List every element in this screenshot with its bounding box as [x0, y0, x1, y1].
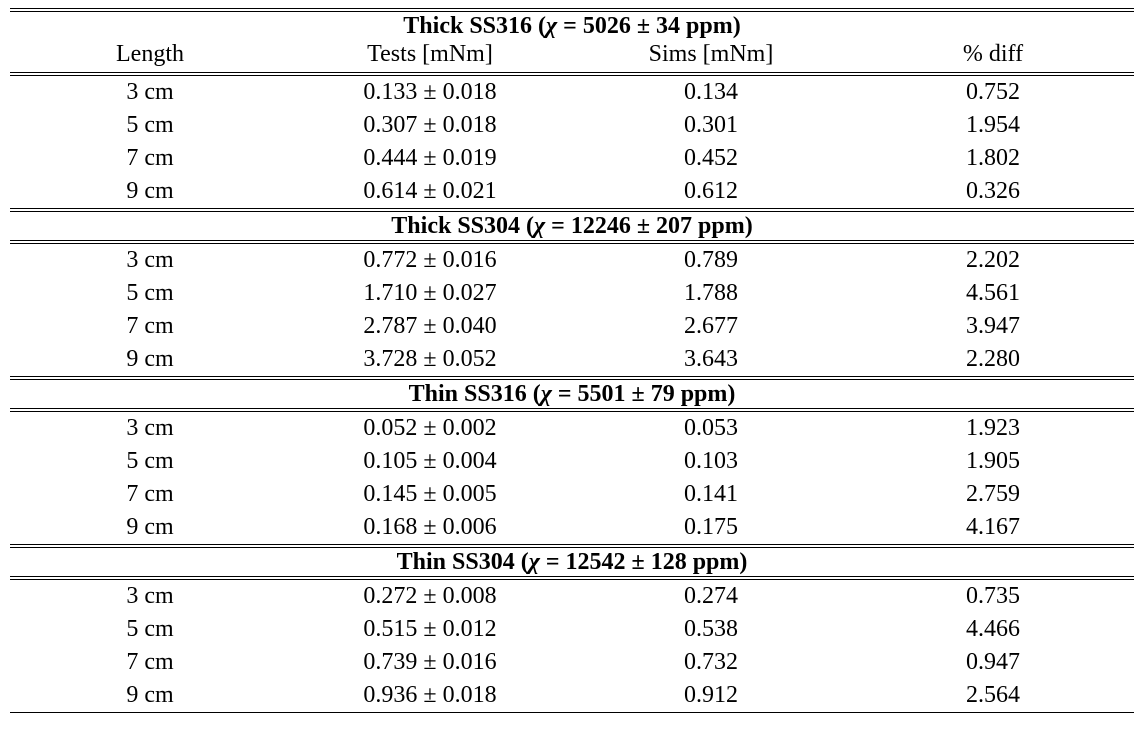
- results-table: [10, 8, 1134, 713]
- cell-diff: 1.802: [966, 145, 1020, 171]
- header-tests: Tests [mNm]: [367, 41, 493, 67]
- table-row: [10, 76, 1134, 109]
- table-row: [10, 646, 1134, 679]
- cell-length: 3 cm: [126, 79, 174, 105]
- cell-tests: 0.739 ± 0.016: [363, 649, 497, 675]
- cell-diff: 2.564: [966, 682, 1020, 708]
- cell-length: 9 cm: [126, 346, 174, 372]
- cell-diff: 2.759: [966, 481, 1020, 507]
- cell-length: 7 cm: [126, 649, 174, 675]
- table-row: [10, 478, 1134, 511]
- title-rule: [10, 576, 1134, 580]
- header-row: [10, 40, 1134, 72]
- cell-sims: 0.141: [684, 481, 738, 507]
- cell-diff: 1.954: [966, 112, 1020, 138]
- section-rule: [10, 544, 1134, 548]
- cell-length: 7 cm: [126, 145, 174, 171]
- cell-tests: 0.272 ± 0.008: [363, 583, 497, 609]
- cell-diff: 1.923: [966, 415, 1020, 441]
- cell-diff: 0.752: [966, 79, 1020, 105]
- cell-tests: 0.168 ± 0.006: [363, 514, 497, 540]
- section-title: Thin SS316 (χ = 5501 ± 79 ppm): [408, 381, 736, 407]
- cell-diff: 0.735: [966, 583, 1020, 609]
- table-row: [10, 445, 1134, 478]
- cell-tests: 0.105 ± 0.004: [363, 448, 497, 474]
- header-length: Length: [116, 41, 184, 67]
- section-thin-ss304: [10, 548, 1134, 712]
- table-row: [10, 679, 1134, 712]
- cell-sims: 0.175: [684, 514, 738, 540]
- top-rule: [10, 8, 1134, 12]
- section-title: Thick SS316 (χ = 5026 ± 34 ppm): [403, 13, 741, 39]
- title-rule: [10, 408, 1134, 412]
- cell-length: 7 cm: [126, 481, 174, 507]
- cell-sims: 1.788: [684, 280, 738, 306]
- cell-sims: 2.677: [684, 313, 738, 339]
- bottom-rule: [10, 712, 1134, 713]
- section-thick-ss316: [10, 12, 1134, 208]
- table-row: [10, 343, 1134, 376]
- table-row: [10, 580, 1134, 613]
- cell-diff: 3.947: [966, 313, 1020, 339]
- cell-sims: 0.538: [684, 616, 738, 642]
- table-row: [10, 277, 1134, 310]
- header-sims: Sims [mNm]: [648, 41, 774, 67]
- table-row: [10, 511, 1134, 544]
- cell-diff: 1.905: [966, 448, 1020, 474]
- cell-tests: 0.515 ± 0.012: [363, 616, 497, 642]
- cell-tests: 2.787 ± 0.040: [363, 313, 497, 339]
- cell-diff: 2.280: [966, 346, 1020, 372]
- cell-sims: 0.732: [684, 649, 738, 675]
- cell-diff: 4.466: [966, 616, 1020, 642]
- cell-tests: 0.614 ± 0.021: [363, 178, 497, 204]
- header-rule: [10, 72, 1134, 76]
- cell-length: 9 cm: [126, 514, 174, 540]
- cell-length: 9 cm: [126, 682, 174, 708]
- cell-diff: 4.167: [966, 514, 1020, 540]
- table-row: [10, 175, 1134, 208]
- cell-length: 5 cm: [126, 616, 174, 642]
- section-rule: [10, 376, 1134, 380]
- table-row: [10, 109, 1134, 142]
- cell-sims: 0.452: [684, 145, 738, 171]
- cell-length: 3 cm: [126, 415, 174, 441]
- section-thick-ss304: [10, 212, 1134, 376]
- table-row: [10, 613, 1134, 646]
- section-title: Thick SS304 (χ = 12246 ± 207 ppm): [391, 213, 753, 239]
- cell-tests: 0.052 ± 0.002: [363, 415, 497, 441]
- section-rule: [10, 208, 1134, 212]
- section-title: Thin SS304 (χ = 12542 ± 128 ppm): [396, 549, 748, 575]
- cell-sims: 0.274: [684, 583, 738, 609]
- cell-sims: 0.103: [684, 448, 738, 474]
- cell-diff: 0.947: [966, 649, 1020, 675]
- cell-tests: 0.772 ± 0.016: [363, 247, 497, 273]
- cell-sims: 0.912: [684, 682, 738, 708]
- section-thin-ss316: [10, 380, 1134, 544]
- cell-tests: 3.728 ± 0.052: [363, 346, 497, 372]
- cell-length: 5 cm: [126, 112, 174, 138]
- cell-sims: 0.612: [684, 178, 738, 204]
- table-row: [10, 142, 1134, 175]
- title-rule: [10, 240, 1134, 244]
- cell-tests: 0.307 ± 0.018: [363, 112, 497, 138]
- cell-diff: 4.561: [966, 280, 1020, 306]
- cell-sims: 3.643: [684, 346, 738, 372]
- cell-length: 5 cm: [126, 280, 174, 306]
- cell-length: 7 cm: [126, 313, 174, 339]
- cell-length: 5 cm: [126, 448, 174, 474]
- cell-tests: 1.710 ± 0.027: [363, 280, 497, 306]
- table-row: [10, 310, 1134, 343]
- cell-sims: 0.301: [684, 112, 738, 138]
- cell-tests: 0.936 ± 0.018: [363, 682, 497, 708]
- cell-diff: 2.202: [966, 247, 1020, 273]
- header-diff: % diff: [962, 41, 1024, 67]
- cell-sims: 0.053: [684, 415, 738, 441]
- cell-tests: 0.444 ± 0.019: [363, 145, 497, 171]
- cell-tests: 0.133 ± 0.018: [363, 79, 497, 105]
- cell-tests: 0.145 ± 0.005: [363, 481, 497, 507]
- cell-sims: 0.789: [684, 247, 738, 273]
- cell-length: 3 cm: [126, 247, 174, 273]
- cell-length: 9 cm: [126, 178, 174, 204]
- cell-length: 3 cm: [126, 583, 174, 609]
- table-row: [10, 412, 1134, 445]
- cell-diff: 0.326: [966, 178, 1020, 204]
- cell-sims: 0.134: [684, 79, 738, 105]
- table-row: [10, 244, 1134, 277]
